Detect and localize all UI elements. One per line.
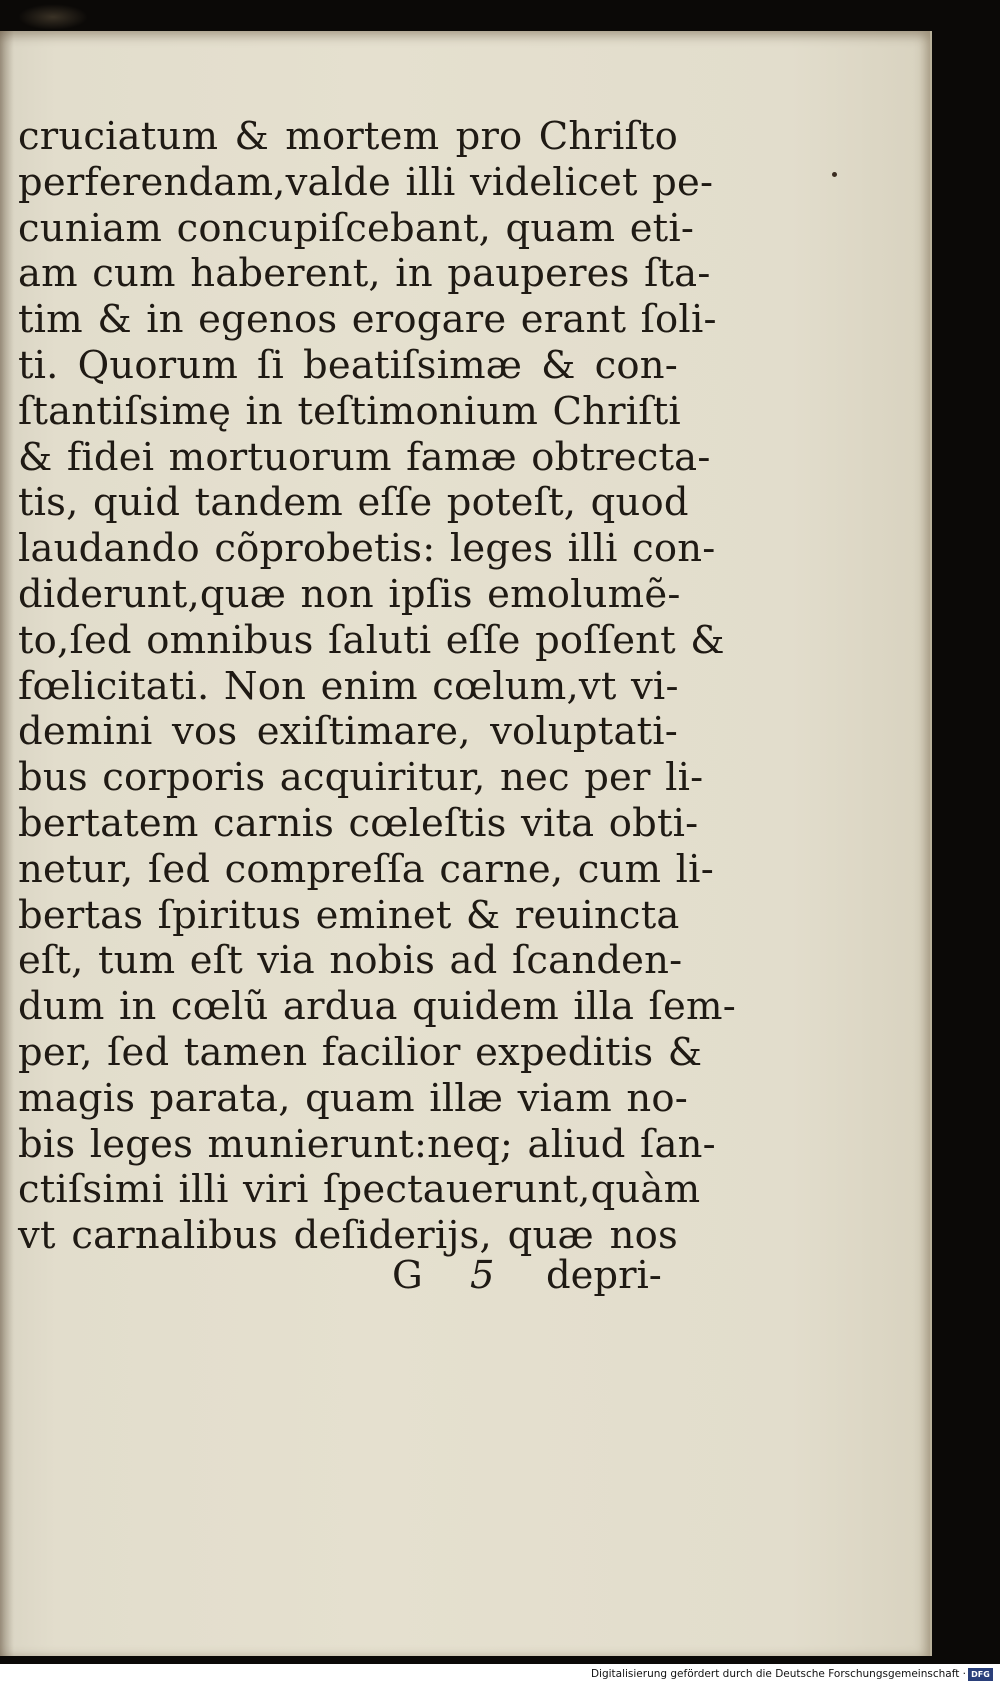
text-line: netur, ſed compreſſa carne, cum li- xyxy=(18,846,714,892)
text-line: & fidei mortuorum famæ obtrecta- xyxy=(18,434,711,480)
text-line: demini vos exiſtimare, voluptati- xyxy=(18,709,678,755)
text-line: laudando cõprobetis: leges illi con- xyxy=(18,526,716,572)
text-line: tis, quid tandem eſſe poteſt, quod xyxy=(18,480,689,526)
corner-smudge xyxy=(18,4,88,30)
text-line: ctiſsimi illi viri ſpectauerunt,quàm xyxy=(18,1167,701,1213)
text-line: per, ſed tamen facilior expeditis & xyxy=(18,1029,703,1075)
catchword: depri- xyxy=(546,1253,662,1298)
text-line: dum in cœlũ ardua quidem illa ſem- xyxy=(18,984,736,1030)
text-line: bis leges munierunt:neq; aliud ſan- xyxy=(18,1121,716,1167)
text-line: diderunt,quæ non ipſis emolumẽ- xyxy=(18,571,681,617)
digitization-credit: Digitalisierung gefördert durch die Deutsche Forschungsgemeinschaft · xyxy=(590,1668,966,1680)
text-line: eſt, tum eſt via nobis ad ſcanden- xyxy=(18,938,683,984)
text-line: bertatem carnis cœleſtis vita obti- xyxy=(18,800,699,846)
text-line: ti. Quorum ſi beatiſsimæ & con- xyxy=(18,342,678,388)
page-text-block xyxy=(18,114,736,1259)
signature-mark: G xyxy=(392,1253,423,1298)
signature-number: 5 xyxy=(470,1253,495,1298)
text-line: perferendam,valde illi videlicet pe- xyxy=(18,159,714,205)
text-line: to,ſed omnibus ſaluti eſſe poſſent & xyxy=(18,617,725,663)
text-line: tim & in egenos erogare erant ſoli- xyxy=(18,297,717,343)
text-line: vt carnalibus deſiderijs, quæ nos xyxy=(18,1213,678,1259)
text-line: ſtantiſsimę in teſtimonium Chriſti xyxy=(18,388,681,434)
text-line: magis parata, quam illæ viam no- xyxy=(18,1075,688,1121)
text-line: am cum haberent, in pauperes ſta- xyxy=(18,251,711,297)
dfg-logo-icon: DFG xyxy=(968,1668,993,1681)
page-gutter-shadow xyxy=(0,31,14,1656)
text-line: cuniam concupiſcebant, quam eti- xyxy=(18,205,695,251)
text-line: bus corporis acquiritur, nec per li- xyxy=(18,755,704,801)
text-line: bertas ſpiritus eminet & reuincta xyxy=(18,892,680,938)
text-line: cruciatum & mortem pro Chriſto xyxy=(18,114,678,159)
ink-speck xyxy=(832,172,837,177)
text-line: fœlicitati. Non enim cœlum,vt vi- xyxy=(18,663,679,709)
